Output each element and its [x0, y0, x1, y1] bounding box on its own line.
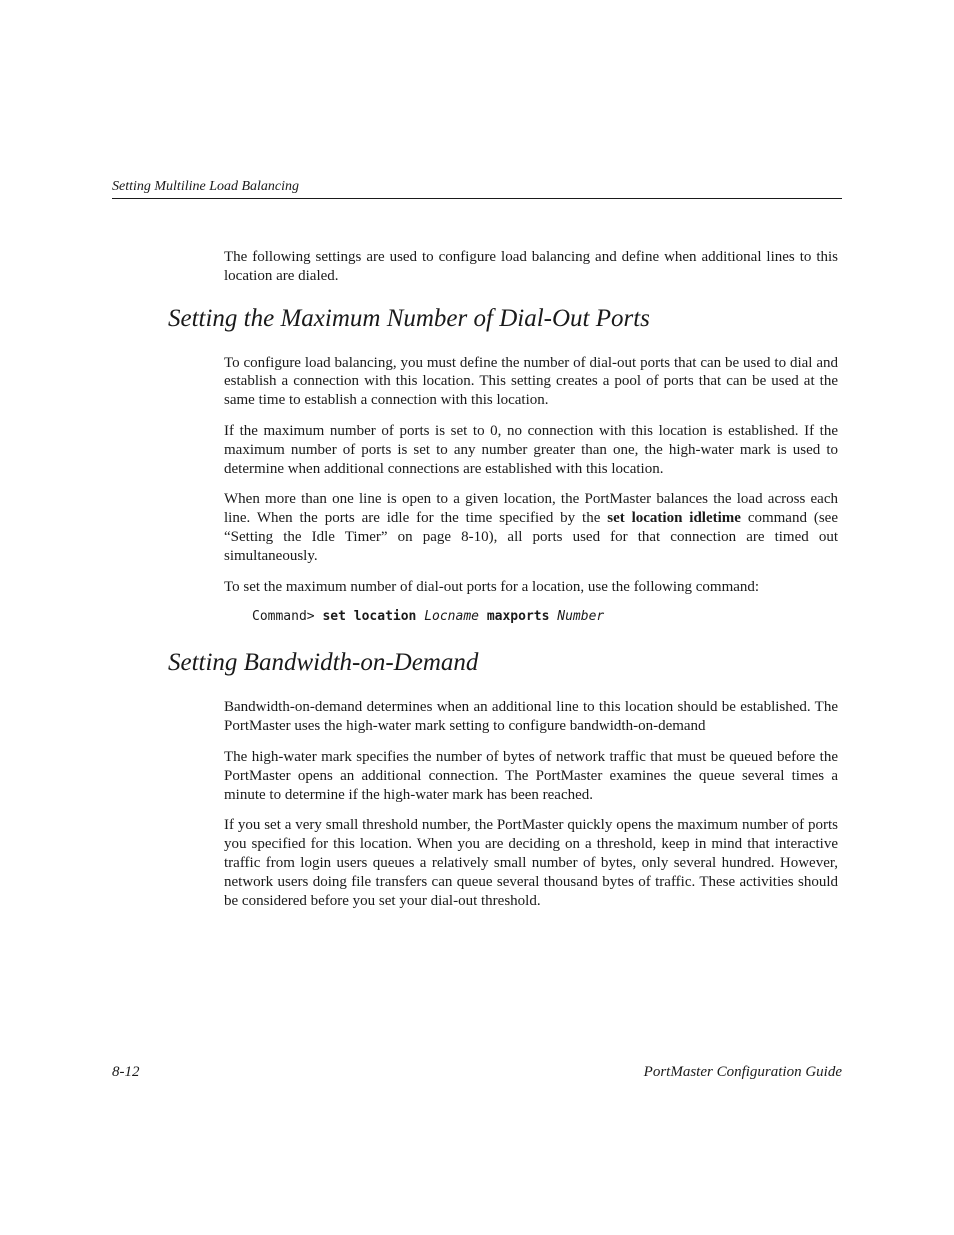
max-ports-paragraph-2: If the maximum number of ports is set to 0, no connection with this location is established. If the maximum number of ports is set to any number greater than one, the high-water mark is used to determine when additional connections are established with this location.	[224, 422, 838, 477]
section-heading-max-ports: Setting the Maximum Number of Dial-Out Ports	[168, 304, 650, 332]
book-title: PortMaster Configuration Guide	[643, 1064, 842, 1080]
running-header: Setting Multiline Load Balancing	[112, 178, 842, 199]
idletime-command-ref: set location idletime	[607, 510, 741, 527]
paragraph-text: command (see “Setting the Idle Timer” on page 8-10), all ports used for that connection are timed out simultaneously.	[224, 510, 838, 564]
paragraph-text: When more than one line is open to a given location, the PortMaster balances the load across each line. When the ports are idle for the time specified by the	[224, 491, 838, 527]
command-keyword-maxports: maxports	[486, 609, 550, 625]
page-number: 8-12	[112, 1064, 140, 1080]
max-ports-paragraph-4: To set the maximum number of dial-out ports for a location, use the following command:	[224, 578, 760, 595]
command-prompt: Command>	[252, 609, 323, 625]
section-heading-bandwidth: Setting Bandwidth-on-Demand	[168, 649, 479, 677]
command-arg-locname: Locname	[424, 609, 479, 625]
max-ports-paragraph-1: To configure load balancing, you must define the number of dial-out ports that can be used to dial and establish a connection with this location. This setting creates a pool of ports that can be used at the same time to establish a connection with this location.	[224, 354, 838, 409]
intro-paragraph: The following settings are used to configure load balancing and define when additional lines to this location are dialed.	[224, 249, 838, 284]
max-ports-paragraph-3	[224, 490, 838, 565]
bandwidth-paragraph-2: The high-water mark specifies the number of bytes of network traffic that must be queued before the PortMaster opens an additional connection. The PortMaster examines the queue several times a minute to determine if the high-water mark has been reached.	[224, 748, 838, 803]
bandwidth-paragraph-1: Bandwidth-on-demand determines when an additional line to this location should be established. The PortMaster uses the high-water mark setting to configure bandwidth-on-demand	[224, 699, 838, 735]
maxports-command-syntax	[252, 608, 838, 626]
bandwidth-paragraph-3: If you set a very small threshold number, the PortMaster quickly opens the maximum number of ports you specified for this location. When you are deciding on a threshold, keep in mind that interactive traffic from login users queues a relatively small number of bytes, only several hundred. However, network users doing file transfers can queue several thousand bytes of traffic. These activities should be considered before you set your dial-out threshold.	[224, 817, 838, 909]
page-content	[168, 248, 838, 922]
command-keyword-set-location: set location	[322, 609, 417, 625]
command-arg-number: Number	[557, 609, 605, 625]
